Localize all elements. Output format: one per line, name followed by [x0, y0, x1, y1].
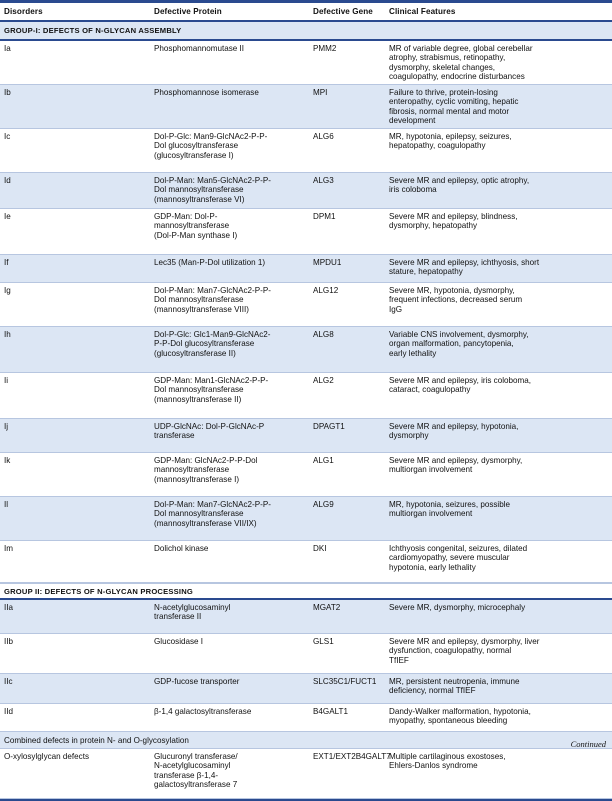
cell-clinical: Severe MR, dysmorphy, microcephaly — [389, 603, 526, 612]
cell-clinical: MR of variable degree, global cerebellar atrophy, strabismus, retinopathy, dysmorphy, skeletal changes, coagulopathy, endocrine disturbances — [389, 44, 533, 82]
cell-protein: β-1,4 galactosyltransferase — [154, 707, 252, 716]
cell-clinical: Severe MR and epilepsy, blindness, dysmorphy, hepatopathy — [389, 212, 518, 231]
cell-gene: MPI — [313, 88, 328, 97]
cell-gene: ALG2 — [313, 376, 334, 385]
table-row — [0, 634, 612, 674]
cell-disorder: IIc — [4, 677, 13, 686]
cell-gene: DPAGT1 — [313, 422, 345, 431]
combined-row: Combined defects in protein N- and O-glycosylation — [0, 732, 612, 749]
cell-disorder: Ii — [4, 376, 9, 385]
cell-disorder: Id — [4, 176, 11, 185]
table-row — [0, 453, 612, 497]
table-row — [0, 173, 612, 209]
cell-protein: Dol-P-Glc: Glc1-Man9-GlcNAc2- P-P-Dol glucosyltransferase (glucosyltransferase II) — [154, 330, 271, 358]
cell-gene: DPM1 — [313, 212, 336, 221]
continued-label: Continued — [570, 739, 606, 749]
cell-protein: Phosphomannomutase II — [154, 44, 244, 53]
cell-gene: GLS1 — [313, 637, 334, 646]
cell-protein: Dol-P-Man: Man7-GlcNAc2-P-P- Dol mannosyltransferase (mannosyltransferase VII/IX) — [154, 500, 271, 528]
cell-clinical: Severe MR, hypotonia, dysmorphy, frequent infections, decreased serum IgG — [389, 286, 523, 314]
table-header — [0, 3, 612, 22]
cell-protein: Dol-P-Glc: Man9-GlcNAc2-P-P- Dol glucosyltransferase (glucosyltransferase I) — [154, 132, 268, 160]
header-gene: Defective Gene — [313, 6, 373, 16]
cell-protein: Glucosidase I — [154, 637, 204, 646]
cell-clinical: Severe MR and epilepsy, optic atrophy, iris coloboma — [389, 176, 530, 195]
table-row — [0, 283, 612, 327]
cell-disorder: Ij — [4, 422, 9, 431]
cell-clinical: Failure to thrive, protein-losing enteropathy, cyclic vomiting, hepatic fibrosis, normal mental and motor development — [389, 88, 519, 126]
cell-disorder: O-xylosylglycan defects — [4, 752, 90, 761]
cell-disorder: If — [4, 258, 9, 267]
group1-body — [0, 41, 612, 583]
cell-gene: ALG6 — [313, 132, 334, 141]
cell-disorder: Ig — [4, 286, 11, 295]
cell-clinical: Dandy-Walker malformation, hypotonia, myopathy, spontaneous bleeding — [389, 707, 531, 726]
cell-gene: MGAT2 — [313, 603, 341, 612]
cell-protein: GDP-fucose transporter — [154, 677, 240, 686]
header-clinical: Clinical Features — [389, 6, 456, 16]
cell-clinical: Severe MR and epilepsy, iris coloboma, cataract, coagulopathy — [389, 376, 532, 395]
cell-disorder: Ie — [4, 212, 11, 221]
cell-gene: DKI — [313, 544, 327, 553]
cell-clinical: MR, hypotonia, seizures, possible multiorgan involvement — [389, 500, 511, 519]
cell-gene: ALG12 — [313, 286, 339, 295]
cell-protein: Dolichol kinase — [154, 544, 209, 553]
table-row — [0, 674, 612, 704]
cell-protein: N-acetylglucosaminyl transferase II — [154, 603, 231, 622]
cell-disorder: IId — [4, 707, 13, 716]
cell-gene: EXT1/EXT2B4GALT7 — [313, 752, 391, 761]
cell-disorder: Ih — [4, 330, 11, 339]
header-protein: Defective Protein — [154, 6, 222, 16]
cell-disorder: IIb — [4, 637, 13, 646]
group1-title: GROUP-I: DEFECTS OF N-GLYCAN ASSEMBLY — [0, 22, 612, 41]
cell-clinical: Severe MR and epilepsy, hypotonia, dysmorphy — [389, 422, 519, 441]
cell-clinical: Severe MR and epilepsy, dysmorphy, multiorgan involvement — [389, 456, 523, 475]
cell-protein: Glucuronyl transferase/ N-acetylglucosaminyl transferase β-1,4- galactosyltransferase 7 — [154, 752, 238, 790]
table-row — [0, 541, 612, 583]
table-row — [0, 497, 612, 541]
cell-gene: ALG3 — [313, 176, 334, 185]
table-row — [0, 373, 612, 419]
cell-protein: Phosphomannose isomerase — [154, 88, 259, 97]
cell-gene: SLC35C1/FUCT1 — [313, 677, 377, 686]
cell-protein: GDP-Man: Dol-P- mannosyltransferase (Dol-P-Man synthase I) — [154, 212, 238, 240]
cell-clinical: Severe MR and epilepsy, ichthyosis, short stature, hepatopathy — [389, 258, 540, 277]
cell-gene: ALG1 — [313, 456, 334, 465]
cell-protein: Lec35 (Man-P-Dol utilization 1) — [154, 258, 266, 267]
table-row — [0, 41, 612, 85]
cell-protein: Dol-P-Man: Man5-GlcNAc2-P-P- Dol mannosyltransferase (mannosyltransferase VI) — [154, 176, 271, 204]
cell-protein: GDP-Man: Man1-GlcNAc2-P-P- Dol mannosyltransferase (mannosyltransferase II) — [154, 376, 269, 404]
header-disorders: Disorders — [4, 6, 43, 16]
table-row — [0, 419, 612, 453]
cell-clinical: Ichthyosis congenital, seizures, dilated cardiomyopathy, severe muscular hypotonia, early lethality — [389, 544, 528, 572]
cell-gene: PMM2 — [313, 44, 337, 53]
cell-gene: ALG9 — [313, 500, 334, 509]
cell-gene: MPDU1 — [313, 258, 342, 267]
cell-clinical: Multiple cartilaginous exostoses, Ehlers-Danlos syndrome — [389, 752, 506, 771]
cell-disorder: IIa — [4, 603, 13, 612]
cell-disorder: Ic — [4, 132, 11, 141]
cell-clinical: Severe MR and epilepsy, dysmorphy, liver dysfunction, coagulopathy, normal TfIEF — [389, 637, 540, 665]
table-row — [0, 255, 612, 283]
table-row — [0, 209, 612, 255]
cell-clinical: MR, hypotonia, epilepsy, seizures, hepatopathy, coagulopathy — [389, 132, 512, 151]
table-row — [0, 85, 612, 129]
cell-clinical: Variable CNS involvement, dysmorphy, organ malformation, pancytopenia, early lethality — [389, 330, 529, 358]
group2-title: GROUP II: DEFECTS OF N-GLYCAN PROCESSING — [0, 583, 612, 600]
cell-clinical: MR, persistent neutropenia, immune deficiency, normal TfIEF — [389, 677, 520, 696]
table-row — [0, 749, 612, 799]
cell-gene: B4GALT1 — [313, 707, 348, 716]
table-row — [0, 704, 612, 732]
cell-protein: GDP-Man: GlcNAc2-P-P-Dol mannosyltransferase (mannosyltransferase I) — [154, 456, 258, 484]
cell-disorder: Ia — [4, 44, 11, 53]
cell-gene: ALG8 — [313, 330, 334, 339]
cell-protein: UDP-GlcNAc: Dol-P-GlcNAc-P transferase — [154, 422, 265, 441]
table-row — [0, 327, 612, 373]
table-row — [0, 129, 612, 173]
cell-protein: Dol-P-Man: Man7-GlcNAc2-P-P- Dol mannosyltransferase (mannosyltransferase VIII) — [154, 286, 271, 314]
cell-disorder: Im — [4, 544, 13, 553]
cell-disorder: Il — [4, 500, 9, 509]
table-row — [0, 600, 612, 634]
cell-disorder: Ib — [4, 88, 11, 97]
group2-body — [0, 600, 612, 732]
cell-disorder: Ik — [4, 456, 11, 465]
